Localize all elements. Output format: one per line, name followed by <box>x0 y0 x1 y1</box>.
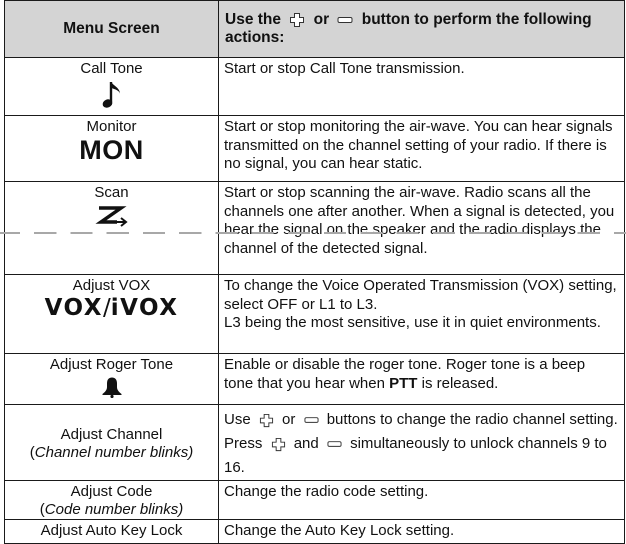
menu-screen-scan <box>5 182 219 275</box>
row-label: Monitor <box>86 118 137 135</box>
menu-screen-adjust-channel <box>5 405 219 481</box>
row-label: Adjust Roger Tone <box>49 356 174 373</box>
table-row <box>5 116 625 182</box>
channel-desc-b: simultaneously to unlock channels 9 to 16. <box>224 435 607 476</box>
plus-button-icon <box>289 12 305 28</box>
table-row <box>5 58 625 116</box>
menu-screen-adjust-vox <box>5 275 219 354</box>
ivox-text: iVOX <box>110 295 179 321</box>
menu-screen-adjust-code <box>5 481 219 520</box>
description-monitor: Start or stop monitoring the air-wave. You can hear signals transmitted on the channel setting of your radio. If there is no signal, you can hear static. <box>219 116 625 182</box>
sublabel-paren: ( <box>39 501 45 518</box>
plus-button-icon <box>271 437 286 452</box>
ptt-label: PTT <box>389 374 418 392</box>
row-label: Adjust VOX <box>72 277 151 294</box>
channel-desc-a: buttons to change the radio channel setting. Press <box>224 411 618 452</box>
channel-desc-use: Use <box>224 411 251 428</box>
vox-text: VOX <box>44 295 103 321</box>
description-adjust-channel <box>219 405 625 481</box>
table-row <box>5 275 625 354</box>
header-text-or: or <box>313 11 330 28</box>
minus-button-icon <box>337 15 353 25</box>
table-row <box>5 481 625 520</box>
row-label: Call Tone <box>80 60 143 77</box>
header-menu-screen: Menu Screen <box>5 1 219 58</box>
header-instructions <box>219 1 625 58</box>
row-label: Scan <box>94 184 129 201</box>
table-row <box>5 354 625 405</box>
roger-description-2: is released. <box>421 374 499 392</box>
vox-separator: / <box>102 295 111 321</box>
roger-description-1: Enable or disable the roger tone. Roger tone is a beep tone that you hear when <box>224 356 586 392</box>
menu-screen-call-tone <box>5 58 219 116</box>
menu-actions-table <box>4 0 625 544</box>
bell-icon <box>5 376 218 403</box>
header-text-2: button to perform the following actions: <box>225 11 592 46</box>
row-label: Adjust Channel <box>60 425 163 443</box>
music-note-icon <box>5 80 218 115</box>
plus-button-icon <box>259 413 274 428</box>
scan-z-arrow-icon <box>5 204 218 233</box>
description-adjust-auto-key-lock: Change the Auto Key Lock setting. <box>219 520 625 544</box>
vox-description-line2: L3 being the most sensitive, use it in quiet environments. <box>224 314 601 331</box>
channel-desc-or: or <box>282 411 296 428</box>
description-adjust-roger-tone <box>219 354 625 405</box>
mon-display-icon: MON <box>79 135 144 165</box>
vox-description-line1: To change the Voice Operated Transmission (VOX) setting, select OFF or L1 to L3. <box>224 277 617 313</box>
description-adjust-code: Change the radio code setting. <box>219 481 625 520</box>
description-call-tone: Start or stop Call Tone transmission. <box>219 58 625 116</box>
table-row <box>5 405 625 481</box>
row-label: Adjust Code <box>70 483 153 500</box>
vox-ivox-display-icon <box>5 295 218 321</box>
menu-screen-adjust-roger-tone <box>5 354 219 405</box>
table-row <box>5 182 625 275</box>
header-text-1: Use the <box>225 11 281 28</box>
menu-screen-monitor <box>5 116 219 182</box>
menu-screen-adjust-auto-key-lock: Adjust Auto Key Lock <box>5 520 219 544</box>
table-header-row <box>5 1 625 58</box>
description-adjust-vox <box>219 275 625 354</box>
channel-desc-and: and <box>293 435 319 452</box>
row-sublabel: Channel number blinks) <box>34 443 194 461</box>
description-scan: Start or stop scanning the air-wave. Radio scans all the channels one after another. When a signal is detected, you hear the signal on the speaker and the radio displays the channel of the detected signal. <box>219 182 625 275</box>
sublabel-paren: ( <box>29 443 35 461</box>
minus-button-icon <box>304 415 319 425</box>
row-sublabel: Code number blinks) <box>44 501 184 518</box>
table-row <box>5 520 625 544</box>
minus-button-icon <box>327 439 342 449</box>
